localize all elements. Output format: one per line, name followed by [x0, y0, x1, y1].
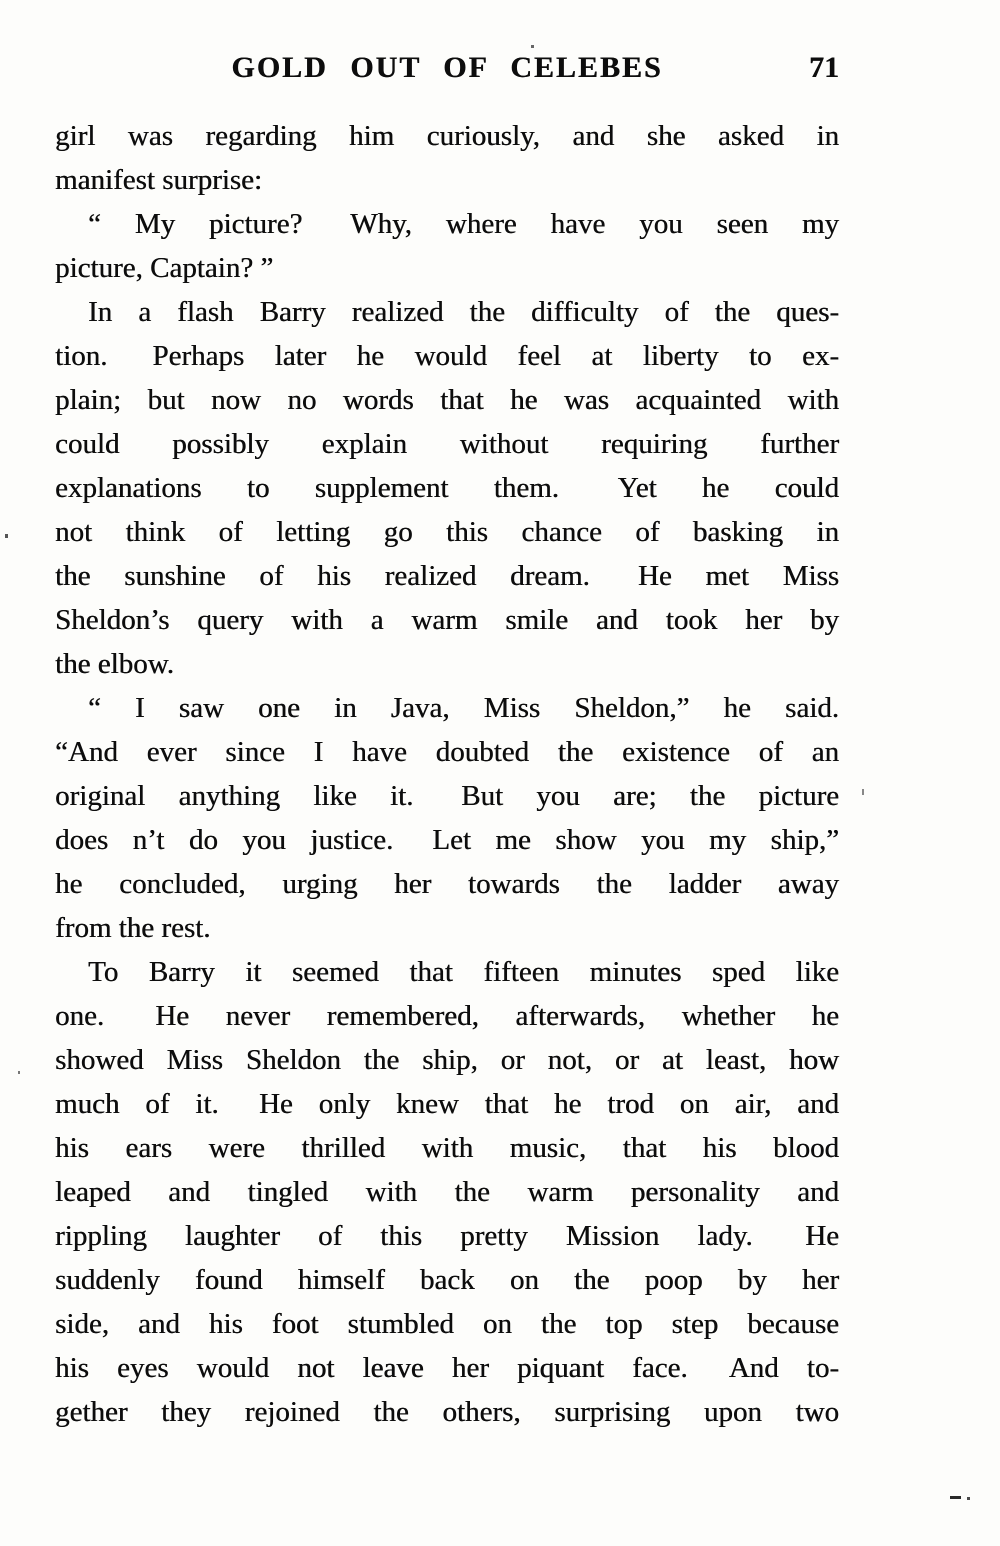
- text-line: one. He never remembered, afterwards, whether he: [55, 1000, 839, 1032]
- text-line: Sheldon’s query with a warm smile and took her by: [55, 604, 839, 636]
- text-line: explanations to supplement them. Yet he could: [55, 472, 839, 504]
- text-line: his ears were thrilled with music, that his blood: [55, 1132, 839, 1164]
- scan-artifact-speck: [862, 789, 864, 795]
- text-line: To Barry it seemed that fifteen minutes sped like: [88, 956, 839, 988]
- text-line: In a flash Barry realized the difficulty of the ques-: [88, 296, 839, 328]
- text-line: “And ever since I have doubted the existence of an: [55, 736, 839, 768]
- text-line: much of it. He only knew that he trod on air, and: [55, 1088, 839, 1120]
- text-line: suddenly found himself back on the poop by her: [55, 1264, 839, 1296]
- text-line: the elbow.: [55, 648, 174, 680]
- text-line: gether they rejoined the others, surprising upon two: [55, 1396, 839, 1428]
- text-line: he concluded, urging her towards the ladder away: [55, 868, 839, 900]
- page-number: 71: [809, 51, 839, 84]
- text-line: original anything like it. But you are; the picture: [55, 780, 839, 812]
- text-line: tion. Perhaps later he would feel at liberty to ex-: [55, 340, 839, 372]
- text-line: the sunshine of his realized dream. He met Miss: [55, 560, 839, 592]
- page-body: [55, 114, 839, 1434]
- text-line: girl was regarding him curiously, and she asked in: [55, 120, 839, 152]
- text-line: from the rest.: [55, 912, 211, 944]
- text-line: rippling laughter of this pretty Mission lady. He: [55, 1220, 839, 1252]
- text-line: “ I saw one in Java, Miss Sheldon,” he said.: [88, 692, 839, 724]
- scan-artifact-speck: [5, 534, 8, 538]
- text-line: manifest surprise:: [55, 164, 262, 196]
- text-line: picture, Captain? ”: [55, 252, 274, 284]
- text-line: his eyes would not leave her piquant face. And to-: [55, 1352, 839, 1384]
- scan-artifact-dash: [950, 1496, 961, 1499]
- text-line: side, and his foot stumbled on the top step because: [55, 1308, 839, 1340]
- running-head: [55, 50, 839, 86]
- text-line: showed Miss Sheldon the ship, or not, or at least, how: [55, 1044, 839, 1076]
- text-line: not think of letting go this chance of basking in: [55, 516, 839, 548]
- text-line: does n’t do you justice. Let me show you my ship,”: [55, 824, 839, 856]
- running-head-title: GOLD OUT OF CELEBES: [231, 51, 663, 84]
- scan-artifact-dot: [967, 1497, 970, 1500]
- text-line: plain; but now no words that he was acquainted with: [55, 384, 839, 416]
- scan-artifact-speck: [531, 45, 534, 48]
- text-line: leaped and tingled with the warm personality and: [55, 1176, 839, 1208]
- scan-artifact-speck: [18, 1071, 20, 1074]
- text-line: “ My picture? Why, where have you seen my: [88, 208, 839, 240]
- text-line: could possibly explain without requiring further: [55, 428, 839, 460]
